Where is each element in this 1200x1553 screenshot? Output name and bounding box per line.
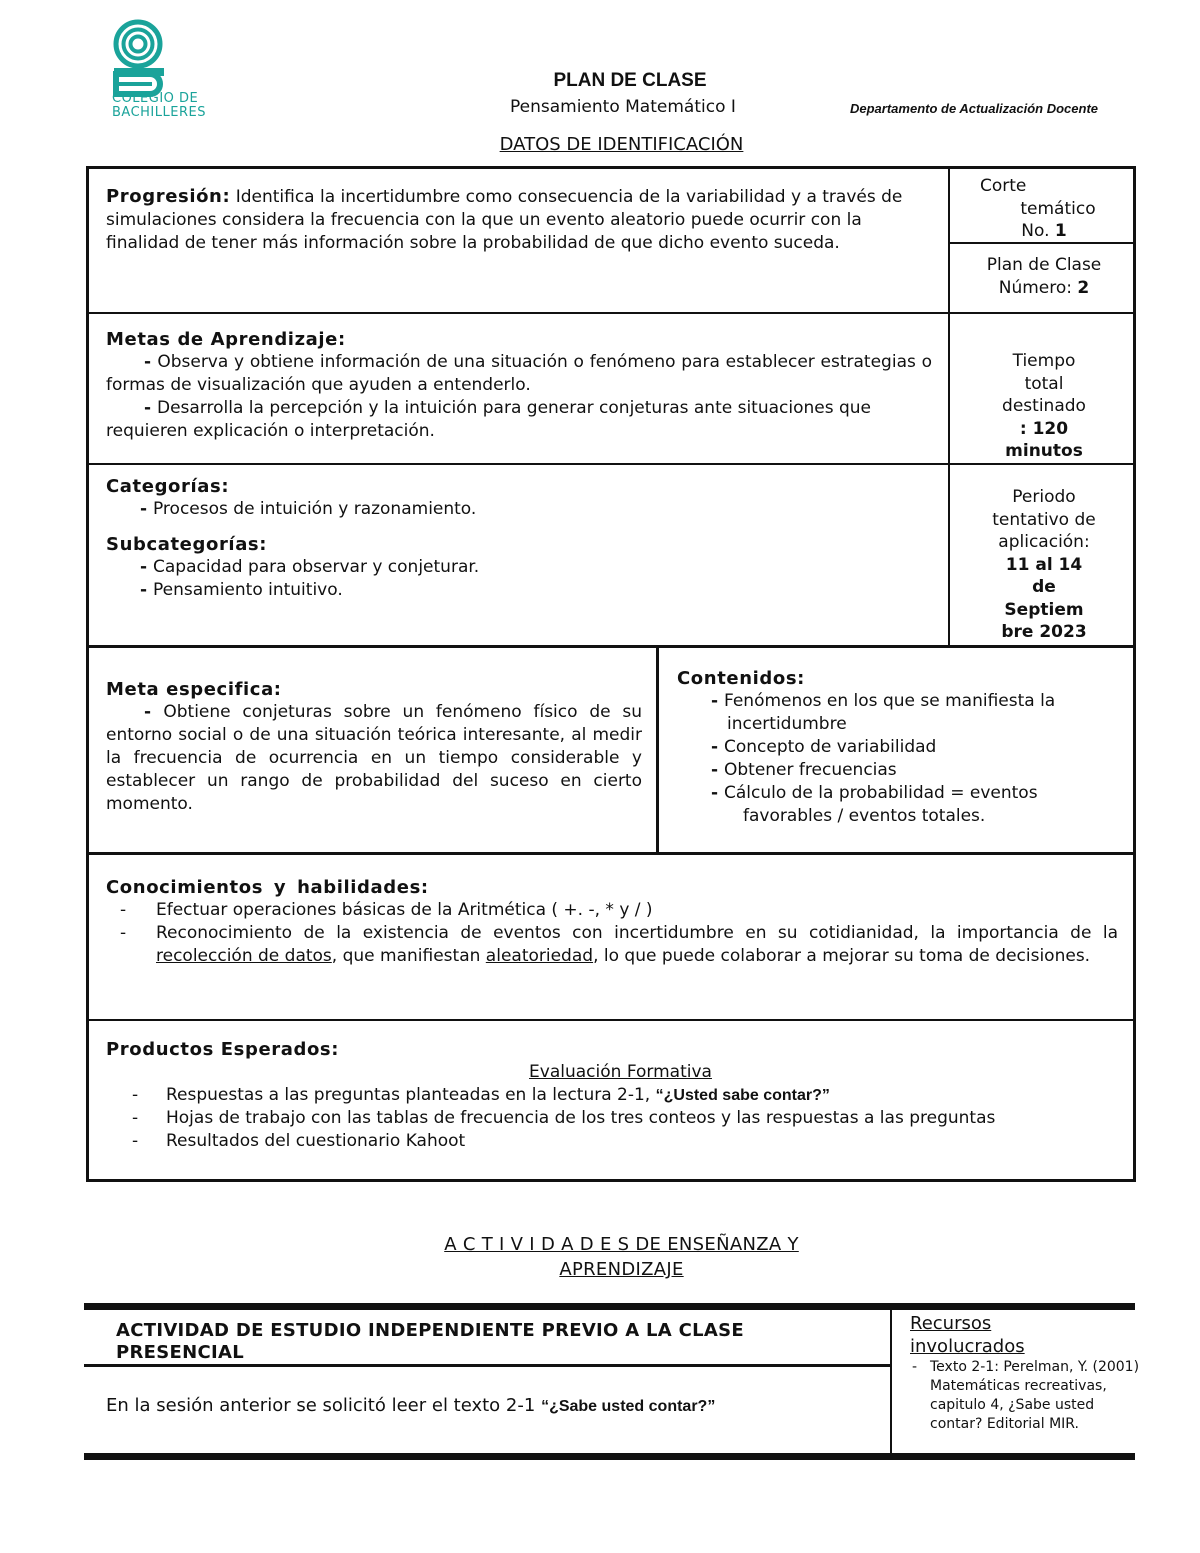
productos-label: Productos Esperados:: [106, 1039, 340, 1060]
corte-number: 1: [1054, 221, 1067, 241]
conocimientos-item-2-text-a: Reconocimiento de la existencia de eventos con incertidumbre en su cotidianidad, la importancia de la: [156, 923, 1118, 943]
conocimientos-item-1-text: Efectuar operaciones básicas de la Aritmética ( +. -, * y / ): [156, 900, 653, 920]
meta-especifica-label: Meta especifica:: [106, 679, 282, 700]
subcategorias-item-1-text: Capacidad para observar y conjeturar.: [152, 557, 480, 577]
contenidos-cell: [677, 667, 1127, 828]
progresion-text: Identifica la incertidumbre como consecuencia de la variabilidad y a través de simulaciones considera la frecuencia con la que un evento aleatorio puede ocurrir con la finalidad de tener más información sobre la probabilidad de que dicho evento suceda.: [106, 187, 903, 253]
table-border-right: [1133, 166, 1136, 1181]
periodo-line1: Periodo: [1012, 487, 1076, 507]
plan-numero-label: Número:: [998, 277, 1072, 298]
actividad-table-bottom: [84, 1453, 1135, 1460]
categorias-item-1-text: Procesos de intuición y razonamiento.: [152, 499, 477, 519]
metas-label: Metas de Aprendizaje:: [106, 329, 346, 350]
metas-item-2-text: Desarrolla la percepción y la intuición para generar conjeturas ante situaciones que requieren explicación o interpretación.: [106, 398, 872, 441]
metas-item-1: - Observa y obtiene información de una situación o fenómeno para establecer estrategias o formas de visualización que ayuden a entenderlo.: [106, 352, 932, 395]
subject-name: Pensamiento Matemático I: [510, 97, 736, 117]
categorias-cell: [106, 475, 932, 602]
sesion-anterior-quote: “¿Sabe usted contar?”: [541, 1398, 716, 1415]
metas-cell: [106, 328, 932, 443]
actividad-table-row-divider: [84, 1364, 892, 1367]
logo-text-line2: BACHILLERES: [112, 105, 206, 120]
table-divider-row4: [86, 852, 1136, 855]
contenidos-item-3-text: Obtener frecuencias: [723, 760, 897, 780]
productos-item-2-text: Hojas de trabajo con las tablas de frecuencia de los tres conteos y las respuestas a las preguntas: [166, 1108, 996, 1128]
periodo-cell: [958, 486, 1130, 644]
periodo-line4: 11 al 14: [1005, 554, 1083, 575]
corte-line1: Corte: [980, 176, 1027, 196]
conocimientos-item-2: - Reconocimiento de la existencia de eventos con incertidumbre en su cotidianidad, la importancia de la recolección de datos, que manifiestan aleatoriedad, lo que puede colaborar a mejorar su toma de decisiones.: [120, 923, 1118, 966]
periodo-line7: bre 2023: [1001, 622, 1087, 642]
contenidos-item-2-text: Concepto de variabilidad: [723, 737, 937, 757]
table-divider-row2: [86, 463, 1136, 465]
categorias-item-1: - Procesos de intuición y razonamiento.: [140, 499, 477, 519]
productos-item-1: - Respuestas a las preguntas planteadas en la lectura 2-1, “¿Usted sabe contar?”: [132, 1085, 830, 1105]
productos-item-2: - Hojas de trabajo con las tablas de frecuencia de los tres conteos y las respuestas a las preguntas: [132, 1108, 996, 1128]
progresion-label: Progresión:: [106, 186, 231, 207]
document-title: PLAN DE CLASE: [553, 70, 707, 91]
actividades-title-line2: APRENDIZAJE: [559, 1259, 684, 1280]
evaluacion-formativa-title: Evaluación Formativa: [529, 1062, 712, 1082]
table-divider-row5: [86, 1019, 1136, 1021]
conocimientos-item-1: - Efectuar operaciones básicas de la Aritmética ( +. -, * y / ): [120, 900, 653, 920]
productos-item-1-text: Respuestas a las preguntas planteadas en la lectura 2-1,: [166, 1085, 651, 1105]
productos-item-3-text: Resultados del cuestionario Kahoot: [166, 1131, 466, 1151]
table-border-bottom: [86, 1179, 1136, 1182]
corte-no-label: No.: [1021, 221, 1050, 241]
contenidos-item-1: - Fenómenos en los que se manifiesta la incertidumbre: [711, 691, 1056, 734]
productos-item-1-quote: “¿Usted sabe contar?”: [655, 1087, 830, 1104]
contenidos-item-1-text: Fenómenos en los que se manifiesta la incertidumbre: [723, 691, 1056, 734]
recoleccion-datos-text: recolección de datos: [156, 946, 332, 966]
contenidos-label: Contenidos:: [677, 668, 805, 689]
corte-line2: temático: [1020, 198, 1096, 219]
contenidos-list: [677, 690, 1127, 828]
table-border-top: [86, 166, 1136, 169]
periodo-line3: aplicación:: [998, 532, 1090, 552]
meta-especifica-text: Obtiene conjeturas sobre un fenómeno físico de su entorno social o de una situación teórica interesante, al medir la frecuencia de ocurrencia en un tiempo considerable y establecer un rango de probabilidad del suceso en cierto momento.: [106, 702, 642, 814]
subcategorias-item-2-text: Pensamiento intuitivo.: [152, 580, 343, 600]
table-divider-row1: [86, 312, 1136, 314]
plan-numero-line1: Plan de Clase: [986, 255, 1102, 275]
actividad-table-divider: [890, 1308, 892, 1456]
sesion-anterior-text-a: En la sesión anterior se solicitó leer el texto 2-1: [106, 1395, 536, 1416]
table-border-left: [86, 166, 89, 1181]
contenidos-item-2: - Concepto de variabilidad: [711, 737, 937, 757]
department-name: Departamento de Actualización Docente: [850, 101, 1099, 116]
recurso-item: - Texto 2-1: Perelman, Y. (2001) Matemáticas recreativas, capitulo 4, ¿Sabe usted contar? Editorial MIR.: [912, 1359, 1140, 1432]
tiempo-line4: : 120: [1019, 418, 1069, 439]
periodo-line2: tentativo de: [992, 509, 1096, 530]
aleatoriedad-text: aleatoriedad: [485, 946, 594, 966]
subcategorias-label: Subcategorías:: [106, 534, 268, 555]
table-divider-vertical: [948, 166, 950, 647]
corte-number-line: [958, 220, 1130, 243]
sesion-anterior-text: [106, 1394, 886, 1418]
contenidos-item-4-text: Cálculo de la probabilidad = eventos favorables / eventos totales.: [723, 783, 1038, 826]
meta-especifica-cell: [106, 678, 642, 816]
productos-item-3: - Resultados del cuestionario Kahoot: [132, 1131, 466, 1151]
tiempo-line1: Tiempo: [1012, 351, 1076, 371]
tiempo-line3: destinado: [1002, 396, 1086, 416]
plan-numero-number: 2: [1077, 277, 1090, 298]
logo-text: [112, 92, 206, 120]
tiempo-line5: minutos: [1005, 441, 1083, 461]
table-divider-row3: [86, 645, 1136, 648]
periodo-line6: Septiem: [1004, 599, 1084, 620]
productos-cell: [106, 1038, 1121, 1153]
actividad-table-top: [84, 1303, 1135, 1310]
meta-especifica-body: - Obtiene conjeturas sobre un fenómeno físico de su entorno social o de una situación teórica interesante, al medir la frecuencia de ocurrencia en un tiempo considerable y establecer un rango de probabilidad del suceso en cierto momento.: [106, 702, 642, 814]
actividades-title: [0, 1232, 1200, 1282]
recursos-title-text: Recursos involucrados: [910, 1313, 1025, 1357]
estudio-independiente-title: ACTIVIDAD DE ESTUDIO INDEPENDIENTE PREVIO A LA CLASE PRESENCIAL: [116, 1320, 744, 1363]
logo-text-line1: COLEGIO DE: [112, 91, 199, 106]
periodo-line5: de: [1032, 577, 1056, 597]
actividades-title-line1: A C T I V I D A D E S DE ENSEÑANZA Y: [444, 1234, 799, 1255]
contenidos-item-3: - Obtener frecuencias: [711, 760, 897, 780]
metas-item-1-text: Observa y obtiene información de una situación o fenómeno para establecer estrategias o formas de visualización que ayuden a entenderlo.: [106, 352, 932, 395]
plan-numero-line2: [958, 277, 1130, 300]
contenidos-item-4: - Cálculo de la probabilidad = eventos favorables / eventos totales.: [711, 783, 1038, 826]
subcategorias-item-2: - Pensamiento intuitivo.: [140, 580, 343, 600]
subcategorias-item-1: - Capacidad para observar y conjeturar.: [140, 557, 480, 577]
recursos-title: [910, 1312, 1040, 1358]
tiempo-cell: [958, 350, 1130, 463]
plan-numero-cell: [958, 254, 1130, 299]
table-divider-meta-contenidos: [656, 645, 659, 855]
tiempo-line2: total: [1024, 373, 1064, 394]
progresion-cell: [106, 185, 924, 255]
conocimientos-item-2-text-c: , lo que puede colaborar a mejorar su toma de decisiones.: [593, 946, 1091, 966]
conocimientos-label: Conocimientos y habilidades:: [106, 877, 429, 898]
metas-item-2: - Desarrolla la percepción y la intuición para generar conjeturas ante situaciones que requieren explicación o interpretación.: [106, 398, 872, 441]
conocimientos-item-2-text-b: , que manifiestan: [331, 946, 481, 966]
conocimientos-cell: [106, 876, 1118, 968]
corte-cell: [958, 175, 1130, 243]
section-title-datos: DATOS DE IDENTIFICACIÓN: [499, 134, 744, 155]
categorias-label: Categorías:: [106, 476, 230, 497]
recurso-item-text: Texto 2-1: Perelman, Y. (2001) Matemáticas recreativas, capitulo 4, ¿Sabe usted contar? Editorial MIR.: [930, 1359, 1140, 1432]
